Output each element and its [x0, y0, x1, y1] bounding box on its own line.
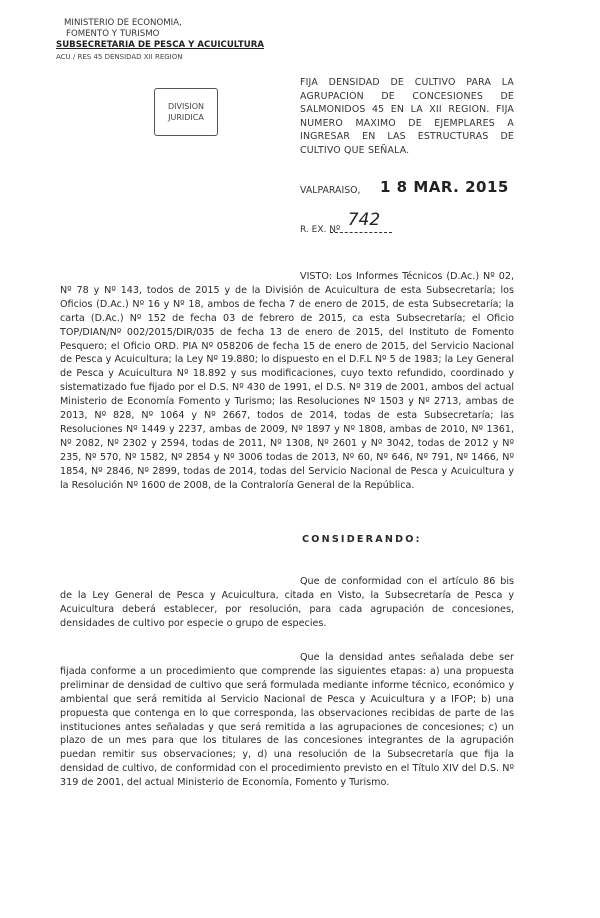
- resolution-number-label: R. EX. Nº: [300, 225, 341, 235]
- stamp-line-1: DIVISION: [167, 102, 205, 111]
- resolution-number: 742: [347, 210, 381, 230]
- visto-paragraph: VISTO: Los Informes Técnicos (D.Ac.) Nº 02, Nº 78 y Nº 143, todos de 2015 y de la División de Acuicultura de esta Subsecretaría; los Oficios (D.Ac.) Nº 16 y Nº 18, ambos de fecha 7 de enero de 2015, de esta Subsecretaría; la carta (D.Ac.) Nº 152 de fecha 03 de febrero de 2015, ca esta Subsecretaría; el Oficio TOP/DIAN/Nº 002/2015/DIR/035 de fecha 13 de enero de 2015, del Instituto de Fomento Pesquero; el Oficio ORD. PIA Nº 058206 de fecha 15 de enero de 2015, del Servicio Nacional de Pesca y Acuicultura; la Ley Nº 19.880; lo dispuesto en el D.F.L Nº 5 de 1983; la Ley General de Pesca y Acuicultura Nº 18.892 y sus modificaciones, cuyo texto refundido, coordinado y sistematizado fue fijado por el D.S. Nº 430 de 1991, el D.S. Nº 319 de 2001, ambos del actual Ministerio de Economía Fomento y Turismo; las Resoluciones Nº 1503 y Nº 2713, ambas de 2013, Nº 828, Nº 1064 y Nº 2667, todos de 2014, todas de esta Subsecretaría; las Resoluciones Nº 1449 y 2237, ambas de 2009, Nº 1897 y Nº 1808, ambas de 2010, Nº 1361, Nº 2082, Nº 2302 y 2594, todas de 2011, Nº 1308, Nº 2601 y Nº 3042, todas de 2012 y Nº 235, Nº 570, Nº 1582, Nº 2854 y Nº 3006 todas de 2013, Nº 60, Nº 646, Nº 791, Nº 1466, Nº 1854, Nº 2846, Nº 2899, todas de 2014, todas del Servicio Nacional de Pesca y Acuicultura y la Resolución Nº 1600 de 2008, de la Contraloría General de la República.: [60, 271, 514, 491]
- ministry-name: MINISTERIO DE ECONOMIA,: [64, 18, 182, 28]
- document-reference: ACU / RES 45 DENSIDAD XII REGION: [56, 53, 183, 61]
- resolution-date: 1 8 MAR. 2015: [380, 178, 509, 196]
- division-juridica-stamp: [154, 88, 218, 136]
- place-label: VALPARAISO,: [300, 185, 361, 196]
- ministry-name-line2: FOMENTO Y TURISMO: [66, 29, 160, 39]
- considerando-heading: CONSIDERANDO:: [302, 534, 422, 545]
- considerando-paragraph-2: Que la densidad antes señalada debe ser fijada conforme a un procedimiento que comprende las siguientes etapas: a) una propuesta preliminar de densidad de cultivo que será formulada mediante informe técnico, económico y ambiental que será remitida al Servicio Nacional de Pesca y Acuicultura y a IFOP; b) una propuesta que contenga en lo que corresponda, las observaciones recibidas de parte de las instituciones antes señaladas y que será remitida a las agrupaciones de concesiones; c) un plazo de un mes para que los titulares de las concesiones integrantes de la agrupación puedan remitir sus observaciones; y, d) una resolución de la Subsecretaría que fija la densidad de cultivo, de conformidad con el procedimiento previsto en el Título XIV del D.S. Nº 319 de 2001, del actual Ministerio de Economía, Fomento y Turismo.: [60, 652, 514, 789]
- ministry-header: [56, 18, 264, 63]
- subsecretaria-name: SUBSECRETARIA DE PESCA Y ACUICULTURA: [56, 40, 264, 50]
- resolution-number-underline: [330, 232, 392, 233]
- considerando-paragraph-1: Que de conformidad con el artículo 86 bis de la Ley General de Pesca y Acuicultura, citada en Visto, la Subsecretaría de Pesca y Acuicultura deberá establecer, por resolución, para cada agrupación de concesiones, densidades de cultivo por especie o grupo de especies.: [60, 576, 514, 629]
- resolution-title: FIJA DENSIDAD DE CULTIVO PARA LA AGRUPACION DE CONCESIONES DE SALMONIDOS 45 EN LA XII REGION. FIJA NUMERO MAXIMO DE EJEMPLARES A INGRESAR EN LAS ESTRUCTURAS DE CULTIVO QUE SEÑALA.: [300, 77, 514, 156]
- stamp-line-2: JURIDICA: [168, 113, 204, 122]
